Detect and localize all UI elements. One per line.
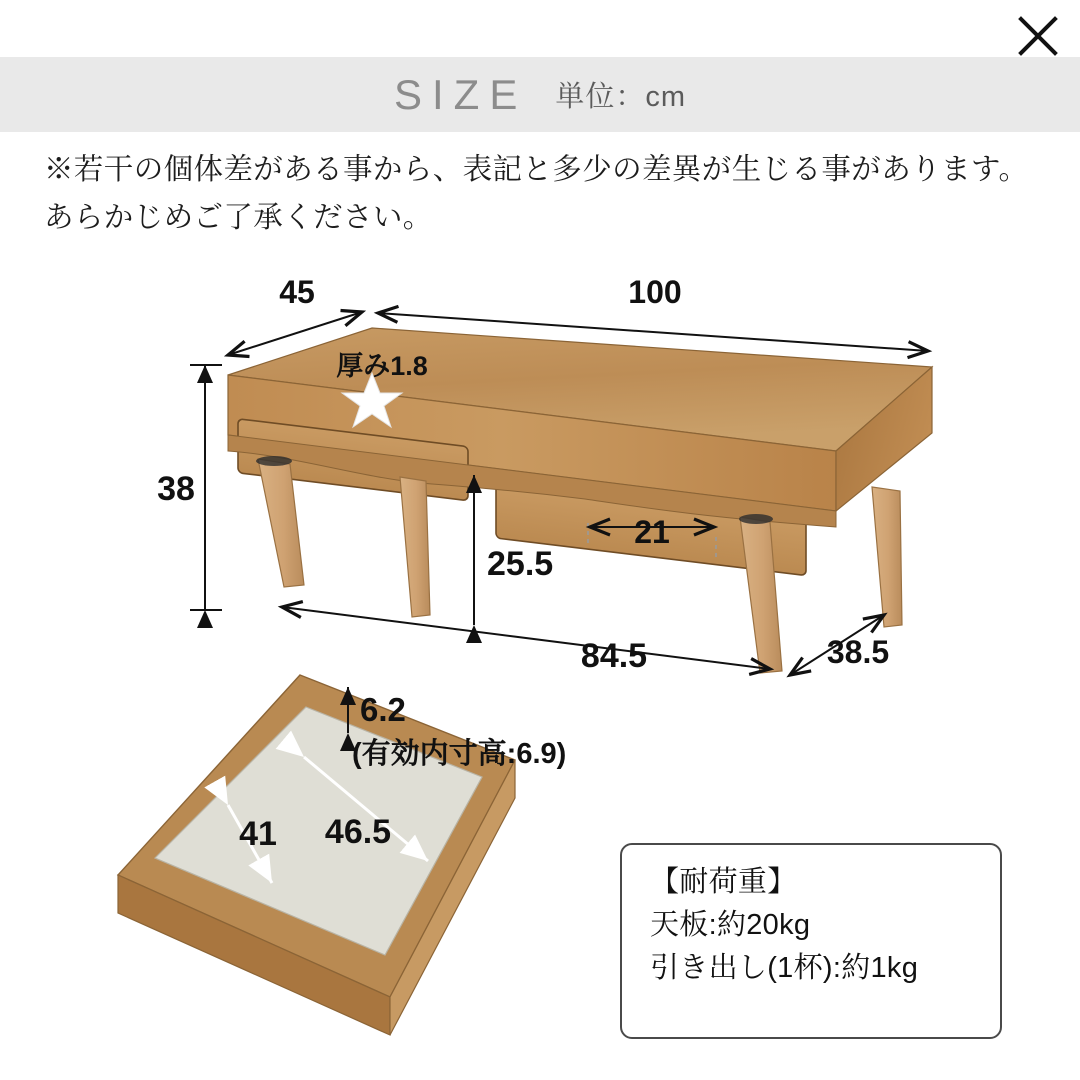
inner-width-label: 46.5: [324, 813, 392, 851]
clearance-label: 25.5: [487, 545, 554, 583]
size-unit-label: 単位：cm: [555, 81, 687, 113]
inner-height-note: (有効内寸高:6.9): [352, 738, 567, 770]
height-label: 38: [157, 470, 195, 508]
leg-span-label: 84.5: [580, 637, 648, 675]
load-capacity-title: 【耐荷重】: [650, 866, 797, 898]
inner-depth-label: 41: [239, 815, 277, 853]
disclaimer-line-2: あらかじめご了承ください。: [44, 200, 433, 234]
width-label: 100: [628, 274, 682, 310]
close-button[interactable]: [1010, 8, 1066, 64]
disclaimer-note: [44, 146, 1044, 242]
table-illustration: [218, 328, 932, 673]
size-title: SIZE: [393, 70, 528, 118]
size-banner: [0, 57, 1080, 132]
load-capacity-box: [620, 843, 1002, 1039]
drawer-gap-label: 21: [634, 514, 670, 550]
depth-label: 45: [279, 274, 315, 310]
load-capacity-drawer: 引き出し(1杯):約1kg: [650, 951, 919, 984]
inner-height-label: 6.2: [360, 691, 406, 728]
load-capacity-top-plate: 天板:約20kg: [650, 908, 811, 941]
disclaimer-line-1: ※若干の個体差がある事から、表記と多少の差異が生じる事があります。: [44, 153, 1029, 186]
drawer-illustration: [118, 675, 515, 1035]
close-icon: [1016, 14, 1060, 58]
leg-offset-label: 38.5: [826, 634, 890, 670]
thickness-label: 厚み1.8: [336, 351, 428, 381]
